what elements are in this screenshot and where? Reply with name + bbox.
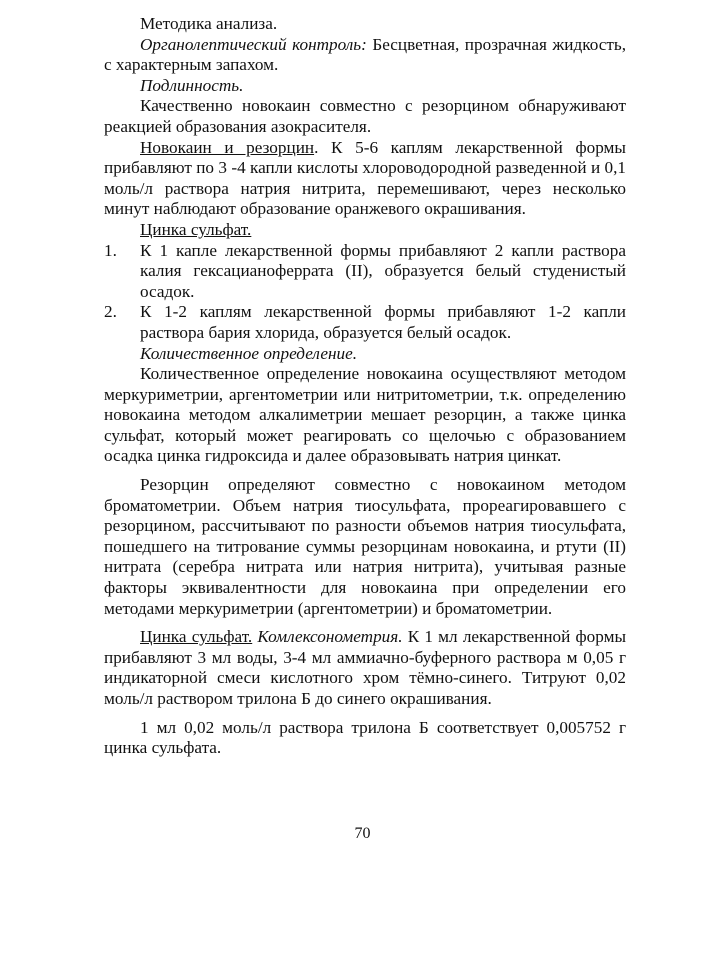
quantitative-paragraph-2: Резорцин определяют совместно с новокаином методом броматометрии. Объем натрия тиосульфата, прореагировавшего с резорцином, рассчитывают по разности объемов натрия тиосульфата, пошедшего на титрование суммы резорцинам новокаина, и ртути (II) нитрата (серебра нитрата или натрия нитрита), учитывая разные факторы эквивалентности для новокаина при определении его методами меркуриметрии (аргентометрии) и броматометрии. xyxy=(104,475,626,618)
list-item-text: К 1-2 каплям лекарственной формы прибавляют 1-2 капли раствора бария хлорида, образуется белый осадок. xyxy=(140,302,626,342)
page-number: 70 xyxy=(354,825,371,842)
organoleptic-label: Органолептический контроль: xyxy=(140,34,367,54)
complexometry-label: Комлексонометрия. xyxy=(257,627,403,647)
list-item xyxy=(104,302,626,343)
zinc-sulfate-heading xyxy=(104,220,626,241)
authenticity-paragraph: Качественно новокаин совместно с резорцином обнаруживают реакцией образования азокрасителя. xyxy=(104,96,626,136)
complexometry-text: К 1 мл лекарственной формы прибавляют 3 мл воды, 3-4 мл аммиачно-буферного раствора м 0,05 г индикаторной смеси кислотного хром тёмно-синего. Титруют 0,02 моль/л раствором трилона Б до синего окрашивания. xyxy=(104,627,626,708)
novocaine-resorcinol-text: . К 5-6 каплям лекарственной формы прибавляют по 3 -4 капли кислоты хлороводородной разведенной и 0,1 моль/л раствора натрия нитрита, перемешивают, через несколько минут наблюдают образование оранжевого окрашивания. xyxy=(104,137,626,219)
list-item-text: К 1 капле лекарственной формы прибавляют 2 капли раствора калия гексацианоферрата (II), образуется белый студенистый осадок. xyxy=(140,240,626,301)
complexometry-paragraph xyxy=(104,627,626,709)
novocaine-resorcinol-label: Новокаин и резорцин xyxy=(140,137,315,157)
equivalence-paragraph: 1 мл 0,02 моль/л раствора трилона Б соответствует 0,005752 г цинка сульфата. xyxy=(104,717,626,758)
zinc-sulfate-label-2: Цинка сульфат. xyxy=(140,627,253,647)
list-item-number: 1. xyxy=(104,240,117,260)
organoleptic-text: Бесцветная, прозрачная жидкость, с характерным запахом. xyxy=(104,34,626,75)
zinc-sulfate-label: Цинка сульфат. xyxy=(140,219,252,239)
authenticity-heading: Подлинность. xyxy=(140,75,244,95)
list-item-number: 2. xyxy=(104,302,117,322)
organoleptic-paragraph xyxy=(104,35,626,76)
section-heading: Методика анализа. xyxy=(140,14,278,33)
quantitative-heading: Количественное определение. xyxy=(140,343,357,363)
document-page xyxy=(104,14,626,759)
novocaine-resorcinol-paragraph xyxy=(104,138,626,220)
list-item xyxy=(104,241,626,303)
quantitative-paragraph-1: Количественное определение новокаина осуществляют методом меркуриметрии, аргентометрии или нитритометрии, т.к. определению новокаина методом алкалиметрии мешает резорцин, а также цинка сульфат, который может реагировать со щелочью с образованием осадка цинка гидроксида и далее образовывать натрия цинкат. xyxy=(104,364,626,466)
